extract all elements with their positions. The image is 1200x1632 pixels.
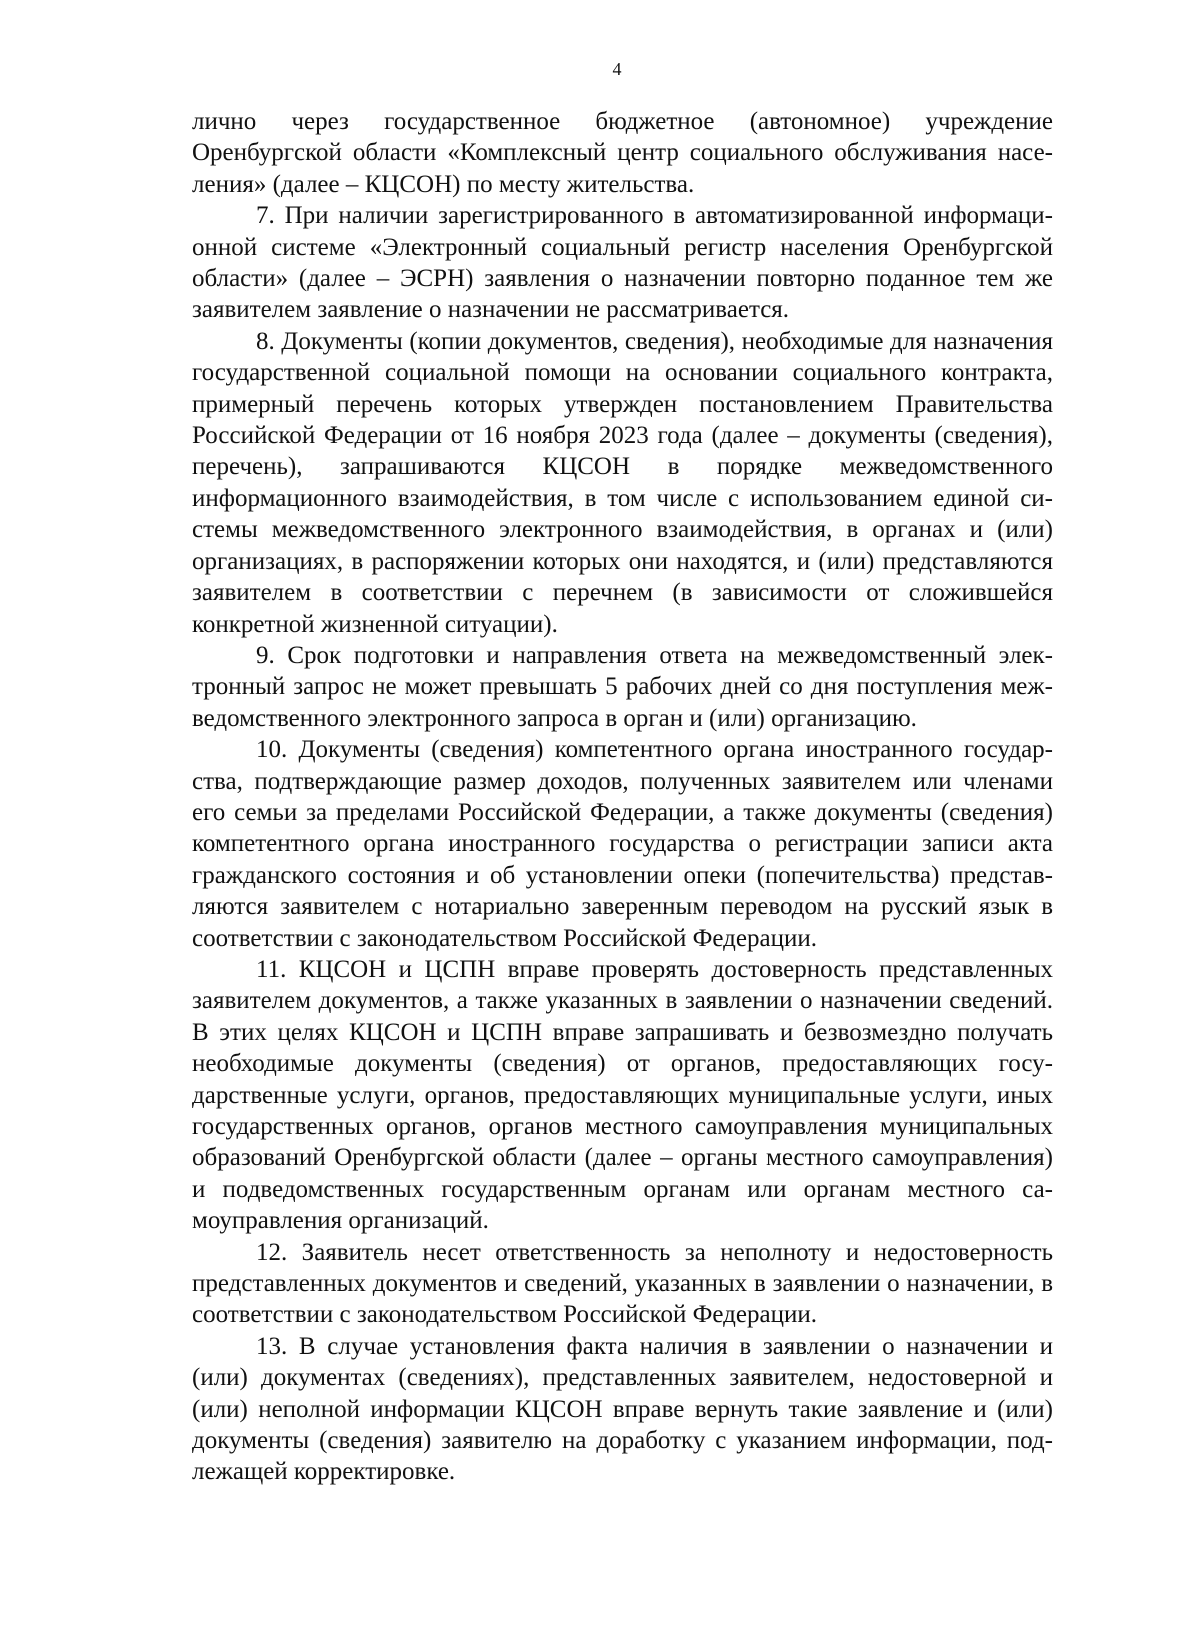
paragraph-11: 11. КЦСОН и ЦСПН вправе проверять достоверность представленных заявителем документов, а также указанных в заявлении о назначении сведений. В этих целях КЦСОН и ЦСПН вправе запрашивать и безвозмездно получать необходимые документы (сведения) от органов, предоставляющих государственные услуги, органов, предоставляющих муниципальные услуги, иных государственных органов, органов местного самоуправления муниципальных образований Оренбургской области (далее – органы местного самоуправления) и подведомственных государственным органам или органам местного самоуправления организаций. [192, 955, 1053, 1235]
paragraph-9: 9. Срок подготовки и направления ответа на межведомственный электронный запрос не может превышать 5 рабочих дней со дня поступления межведомственного электронного запроса в орган и (или) организацию. [192, 641, 1053, 732]
paragraph-8: 8. Документы (копии документов, сведения), необходимые для назначения государственной социальной помощи на основании социального контракта, примерный перечень которых утвержден постановлением Правительства Российской Федерации от 16 ноября 2023 года (далее – документы (сведения), перечень), запрашиваются КЦСОН в порядке межведомственного информационного взаимодействия, в том числе с использованием единой системы межведомственного электронного взаимодействия, в органах и (или) организациях, в распоряжении которых они находятся, и (или) представляются заявителем в соответствии с перечнем (в зависимости от сложившейся конкретной жизненной ситуации). [192, 327, 1053, 638]
paragraph-continuation: лично через государственное бюджетное (автономное) учреждение Оренбургской области «Комплексный центр социального обслуживания населения» (далее – КЦСОН) по месту жительства. [192, 108, 1053, 198]
paragraph-10: 10. Документы (сведения) компетентного органа иностранного государства, подтверждающие размер доходов, полученных заявителем или членами его семьи за пределами Российской Федерации, а также документы (сведения) компетентного органа иностранного государства о регистрации записи акта гражданского состояния и об установлении опеки (попечительства) представляются заявителем с нотариально заверенным переводом на русский язык в соответствии с законодательством Российской Федерации. [192, 736, 1053, 952]
paragraph-13: 13. В случае установления факта наличия в заявлении о назначении и (или) документах (сведениях), представленных заявителем, недостоверной и (или) неполной информации КЦСОН вправе вернуть такие заявление и (или) документы (сведения) заявителю на доработку с указанием информации, подлежащей корректировке. [192, 1332, 1053, 1486]
page-number: 4 [612, 59, 622, 79]
paragraph-12: 12. Заявитель несет ответственность за неполноту и недостоверность представленных документов и сведений, указанных в заявлении о назначении, в соответствии с законодательством Российской Федерации. [192, 1238, 1053, 1329]
document-body [192, 106, 1053, 1488]
paragraph-7: 7. При наличии зарегистрированного в автоматизированной информационной системе «Электронный социальный регистр населения Оренбургской области» (далее – ЭСРН) заявления о назначении повторно поданное тем же заявителем заявление о назначении не рассматривается. [192, 202, 1053, 324]
